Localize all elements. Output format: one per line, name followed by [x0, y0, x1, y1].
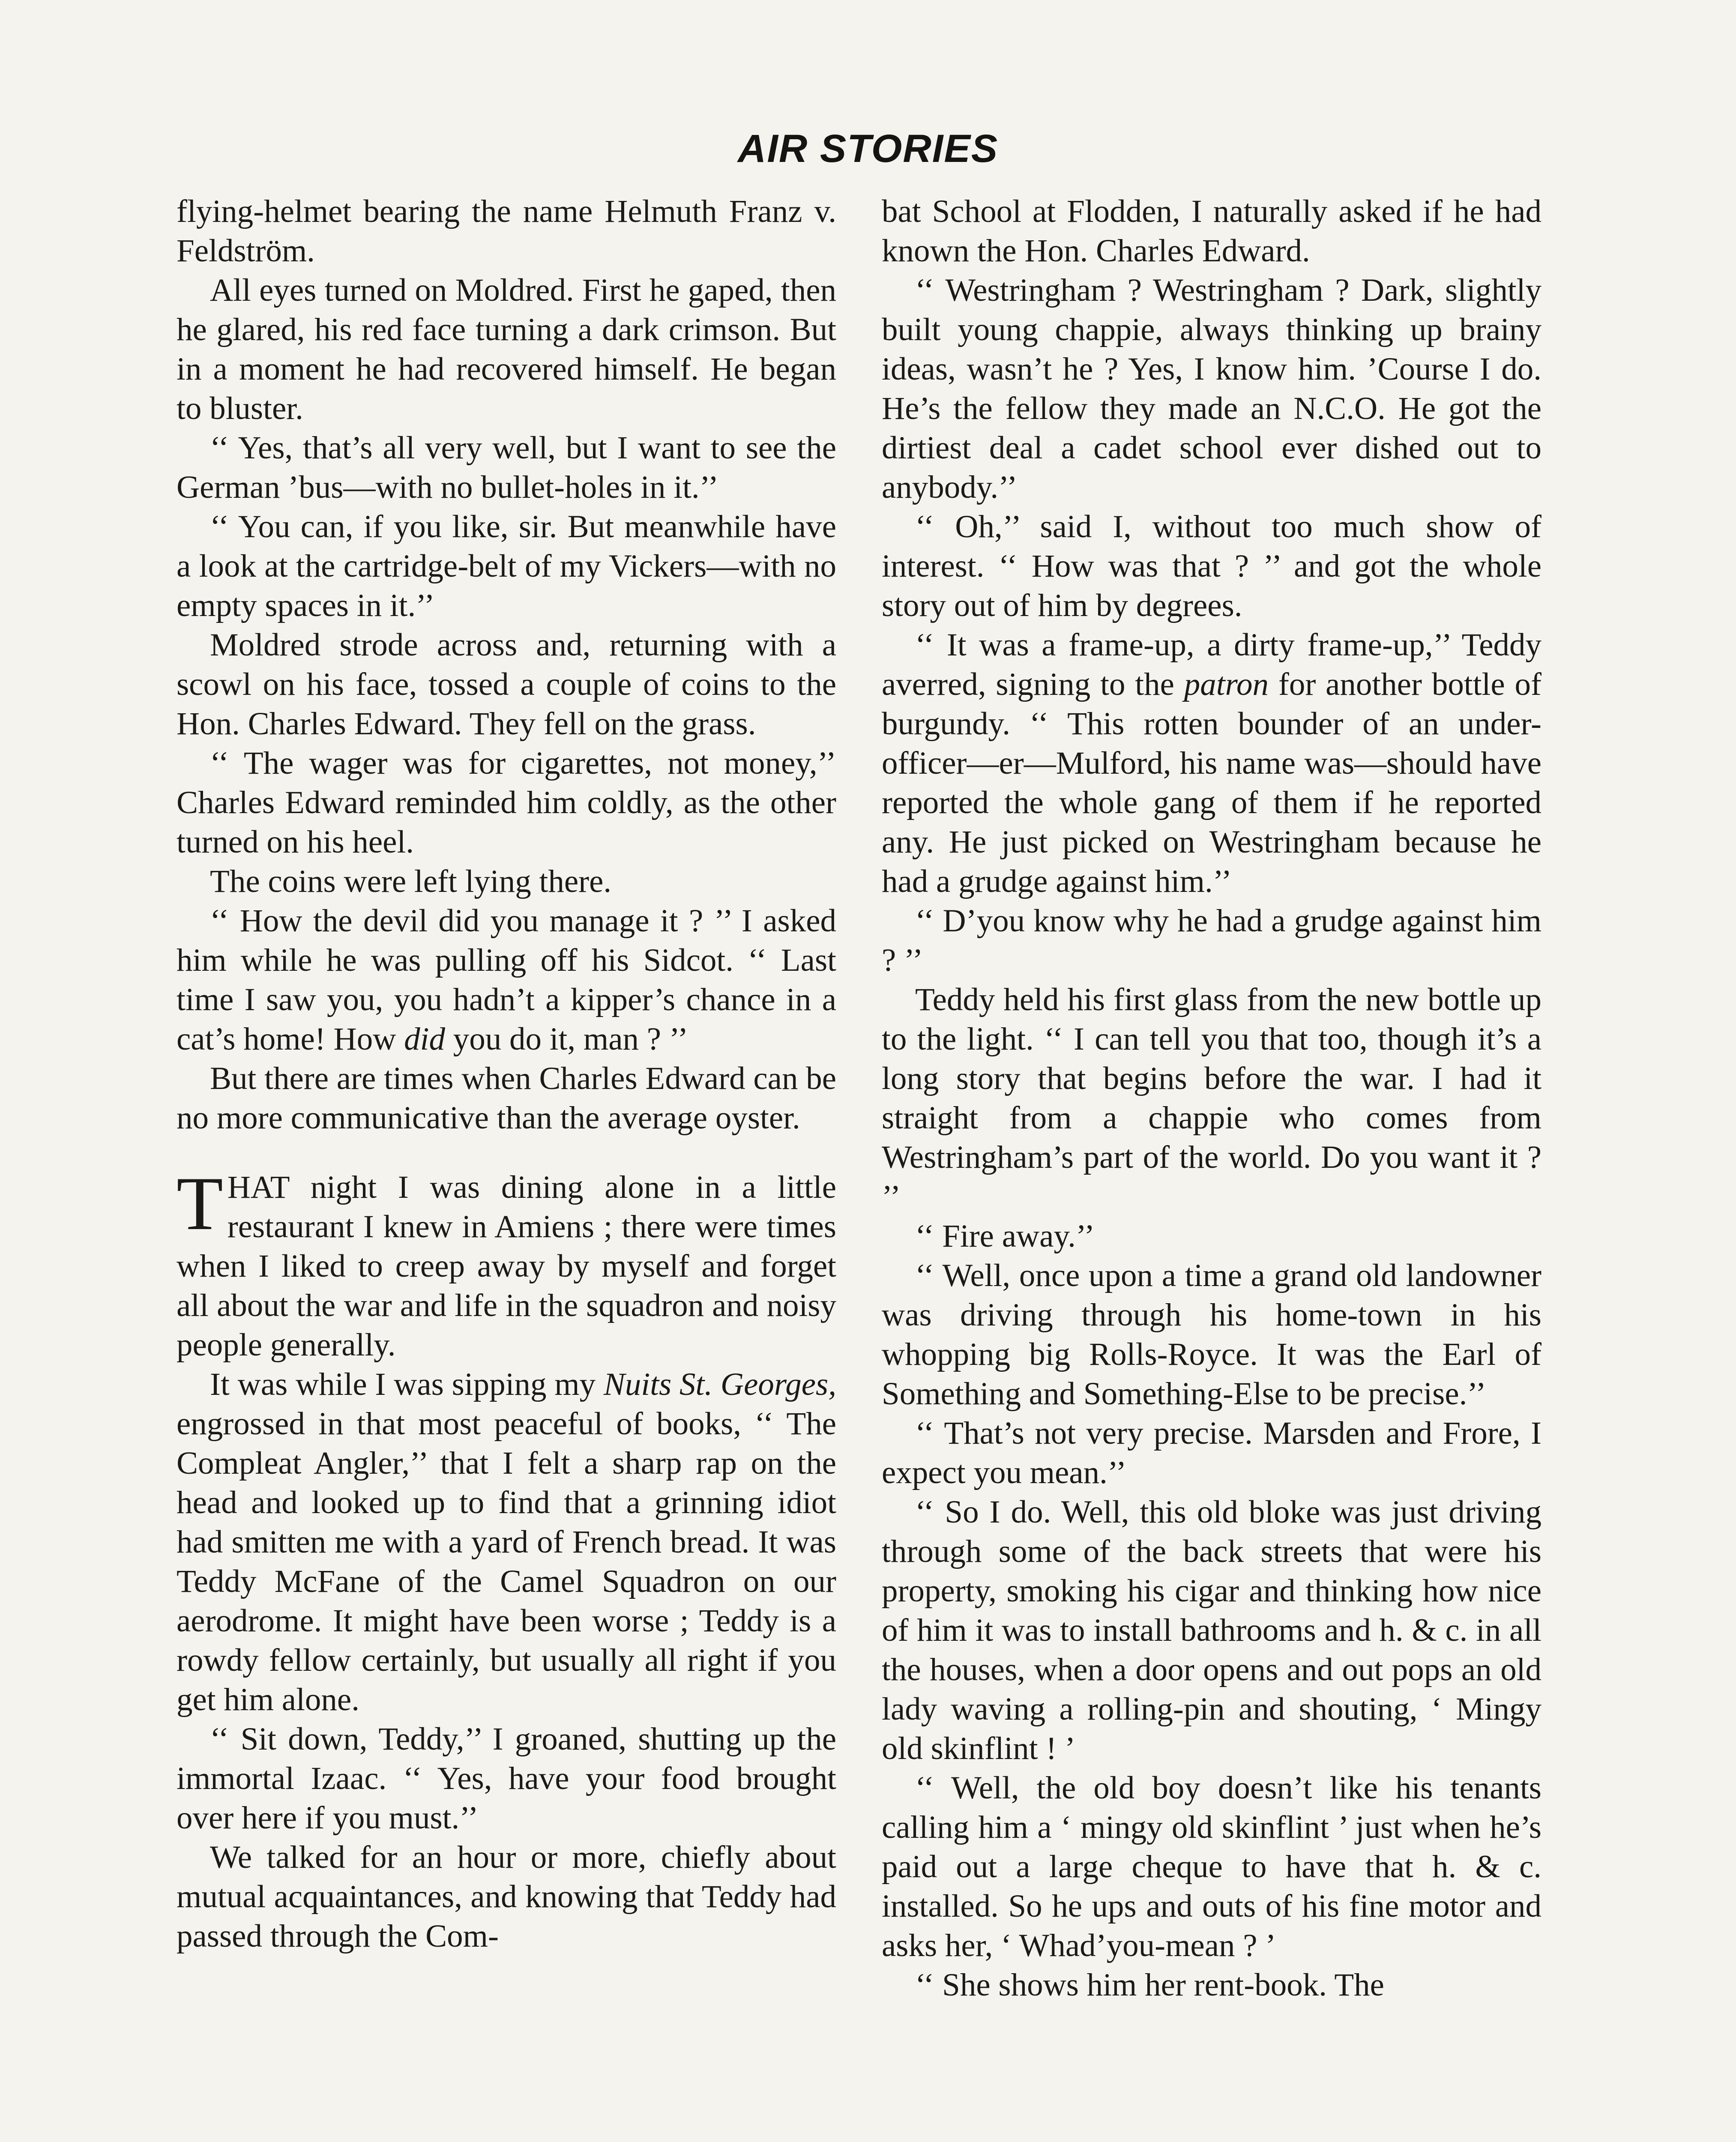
left-column [177, 192, 836, 1956]
running-header: AIR STORIES [737, 127, 999, 171]
italic-text: did [404, 1021, 445, 1057]
paragraph: ‘‘ Oh,’’ said I, without too much show of interest. ‘‘ How was that ? ’’ and got the whole story out of him by degrees. [882, 509, 1541, 623]
text-run: HAT night I was dining alone in a little restaurant I knew in Amiens ; there were times when I liked to creep away by myself and forget all about the war and life in the squadron and noisy people generally. [177, 1170, 836, 1363]
text-run: ‘‘ It was a frame-up, a dirty frame-up,’’ Teddy averred, signing to the [882, 627, 1541, 702]
paragraph: ‘‘ She shows him her rent-book. The [915, 1967, 1384, 2003]
paragraph: ‘‘ Westringham ? Westringham ? Dark, slightly built young chappie, always thinking up brainy ideas, wasn’t he ? Yes, I know him. ’Course I do. He’s the fellow they made an N.C.O. He got the dirtiest deal a cadet school ever dished out to anybody.’’ [882, 272, 1541, 505]
paragraph: ‘‘ Yes, that’s all very well, but I want to see the German ’bus—with no bullet-holes in it.’’ [177, 430, 836, 505]
paragraph: But there are times when Charles Edward can be no more communicative than the average oyster. [177, 1061, 836, 1136]
paragraph [177, 1365, 836, 1720]
paragraph: ‘‘ Sit down, Teddy,’’ I groaned, shutting up the immortal Izaac. ‘‘ Yes, have your food brought over here if you must.’’ [177, 1721, 836, 1836]
text-run: engrossed in that most peaceful of books, ‘‘ The Compleat Angler,’’ that I felt a sharp rap on the head and looked up to find that a grinning idiot had smitten me with a yard of French bread. It was Teddy McFane of the Camel Squadron on our aerodrome. It might have been worse ; Teddy is a rowdy fellow certainly, but usually all right if you get him alone. [177, 1406, 836, 1717]
paragraph: ‘‘ You can, if you like, sir. But meanwhile have a look at the cartridge-belt of my Vickers—with no empty spaces in it.’’ [177, 509, 836, 623]
paragraph: bat School at Flodden, I naturally asked if he had known the Hon. Charles Edward. [882, 194, 1541, 269]
italic-text: patron [1184, 667, 1269, 702]
right-column [882, 192, 1541, 2005]
paragraph: ‘‘ Well, once upon a time a grand old landowner was driving through his home-town in his whopping big Rolls-Royce. It was the Earl of Something and Something-Else to be precise.’’ [882, 1258, 1541, 1412]
paragraph: ‘‘ The wager was for cigarettes, not money,’’ Charles Edward reminded him coldly, as the other turned on his heel. [177, 745, 836, 860]
paragraph: ‘‘ That’s not very precise. Marsden and Frore, I expect you mean.’’ [882, 1415, 1541, 1490]
paragraph: Moldred strode across and, returning with a scowl on his face, tossed a couple of coins to the Hon. Charles Edward. They fell on the grass. [177, 627, 836, 742]
text-run: It was while I was sipping my [210, 1367, 604, 1402]
paragraph: ‘‘ Fire away.’’ [915, 1218, 1095, 1254]
text-run: ‘‘ How the devil did you manage it ? ’’ I asked him while he was pulling off his Sidcot. ‘‘ Last time I saw you, you hadn’t a kipper’s chance in a cat’s home! How [177, 903, 836, 1057]
paragraph: ‘‘ Well, the old boy doesn’t like his tenants calling him a ‘ mingy old skinflint ’ just when he’s paid out a large cheque to have that h. & c. installed. So he ups and outs of his fine motor and asks her, ‘ Whad’you-mean ? ’ [882, 1770, 1541, 1963]
drop-cap: T [177, 1161, 223, 1246]
paragraph: We talked for an hour or more, chiefly about mutual acquaintances, and knowing that Teddy had passed through the Com- [177, 1840, 836, 1954]
paragraph [882, 625, 1541, 901]
paragraph: ‘‘ So I do. Well, this old bloke was just driving through some of the back streets that were his property, smoking his cigar and thinking how nice of him it was to install bathrooms and h. & c. in all the houses, when a door opens and out pops an old lady waving a rolling-pin and shouting, ‘ Mingy old skinflint ! ’ [882, 1494, 1541, 1766]
paragraph: ‘‘ D’you know why he had a grudge against him ? ’’ [882, 903, 1541, 978]
text-run: for another bottle of burgundy. ‘‘ This rotten bounder of an under-officer—er—Mulford, his name was—should have reported the whole gang of them if he reported any. He just picked on Westringham because he had a grudge against him.’’ [882, 667, 1541, 899]
italic-text: Nuits St. Georges, [603, 1367, 836, 1402]
text-run: you do it, man ? ’’ [445, 1021, 688, 1057]
paragraph [177, 901, 836, 1059]
paragraph: flying-helmet bearing the name Helmuth Franz v. Feldström. [177, 194, 836, 269]
paragraph: The coins were left lying there. [210, 864, 612, 899]
section-opening-paragraph [177, 1161, 836, 1365]
paragraph: Teddy held his first glass from the new bottle up to the light. ‘‘ I can tell you that too, though it’s a long story that begins before the war. I had it straight from a chappie who comes from Westringham’s part of the world. Do you want it ? ’’ [882, 982, 1541, 1215]
paragraph: All eyes turned on Moldred. First he gaped, then he glared, his red face turning a dark crimson. But in a moment he had recovered himself. He began to bluster. [177, 272, 836, 426]
